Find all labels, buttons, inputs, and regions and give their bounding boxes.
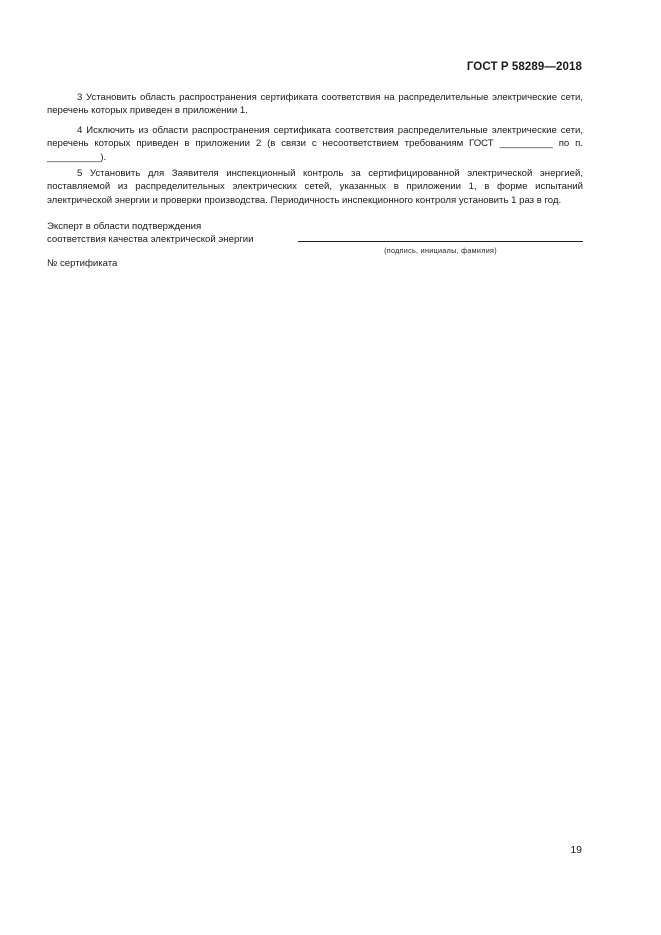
- paragraph-5: 5 Установить для Заявителя инспекционный контроль за сертифицированной электрической энергией, поставляемой из распределительных электрических сетей, указанных в приложении 1, в форме испытаний электрической энергии и проверки производства. Периодичность инспекционного контроля установить 1 раз в год.: [47, 168, 583, 206]
- standard-designation: ГОСТ Р 58289—2018: [466, 61, 582, 73]
- expert-title-line-2: соответствия качества электрической энергии: [47, 234, 254, 246]
- paragraph-3: 3 Установить область распространения сертификата соответствия на распределительные электрические сети, перечень которых приведен в приложении 1.: [47, 92, 583, 117]
- page-number: 19: [570, 844, 582, 856]
- signature-caption: (подпись, инициалы, фамилия): [384, 246, 497, 255]
- paragraph-4: 4 Исключить из области распространения сертификата соответствия распределительные электрические сети, перечень которых приведен в приложении 2 (в связи с несоответствием требованиям ГОСТ __________ по п. __________).: [47, 125, 583, 163]
- expert-title-line-1: Эксперт в области подтверждения: [47, 221, 202, 232]
- certificate-number-label: № сертификата: [47, 258, 118, 269]
- signature-line: [298, 241, 583, 242]
- expert-title: [47, 220, 254, 247]
